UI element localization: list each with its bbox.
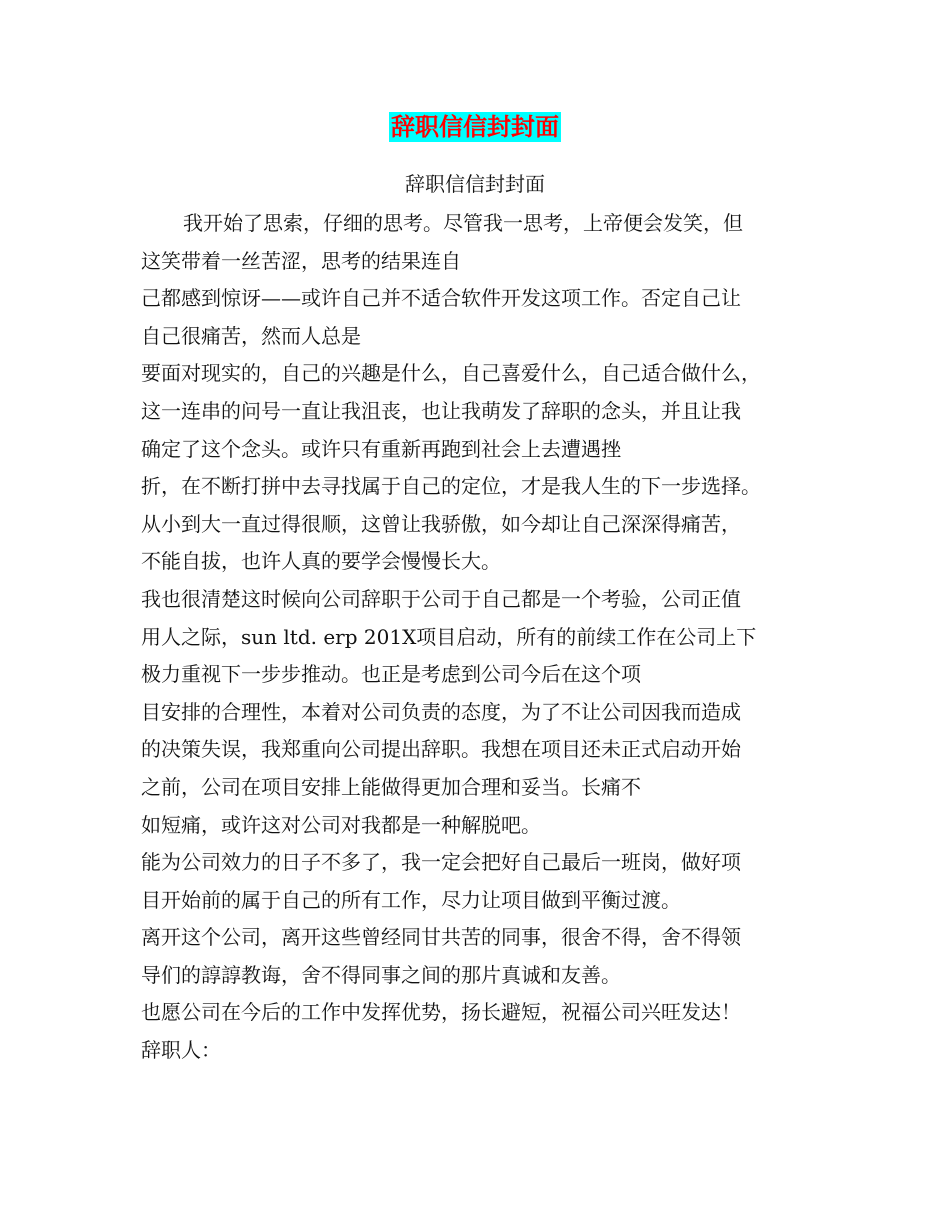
body-line: 导们的諄諄教诲，舍不得同事之间的那片真诚和友善。	[141, 962, 621, 987]
body-line: 不能自拔，也许人真的要学会慢慢长大。	[141, 549, 501, 574]
body-line: 我也很清楚这时候向公司辞职于公司于自己都是一个考验，公司正值	[141, 586, 741, 611]
body-line: 要面对现实的，自己的兴趣是什么，自己喜爱什么，自己适合做什么，	[141, 361, 761, 386]
title-container	[0, 112, 950, 142]
body-line: 折，在不断打拼中去寻找属于自己的定位，才是我人生的下一步选择。	[141, 474, 761, 499]
body-line: 的决策失误，我郑重向公司提出辞职。我想在项目还未正式启动开始	[141, 737, 741, 762]
body-line: 我开始了思索，仔细的思考。尽管我一思考，上帝便会发笑，但	[183, 211, 743, 235]
signature-label: 辞职人：	[141, 1038, 221, 1063]
body-line: 离开这个公司，离开这些曾经同甘共苦的同事，很舍不得，舍不得领	[141, 925, 741, 950]
document-title: 辞职信信封封面	[391, 113, 559, 141]
body-line: 这一连串的问号一直让我沮丧，也让我萌发了辞职的念头，并且让我	[141, 398, 741, 423]
body-line: 之前，公司在项目安排上能做得更加合理和妥当。长痛不	[141, 774, 641, 799]
body-line: 目开始前的属于自己的所有工作，尽力让项目做到平衡过渡。	[141, 887, 681, 912]
body-line: 极力重视下一步步推动。也正是考虑到公司今后在这个项	[141, 662, 641, 687]
body-line: 己都感到惊讶——或许自己并不适合软件开发这项工作。否定自己让	[141, 286, 741, 311]
body-line: 从小到大一直过得很顺，这曾让我骄傲，如今却让自己深深得痛苦，	[141, 511, 741, 536]
body-line: 确定了这个念头。或许只有重新再跑到社会上去遭遇挫	[141, 436, 621, 461]
body-line: 能为公司效力的日子不多了，我一定会把好自己最后一班岗，做好项	[141, 850, 741, 875]
body-line: 自己很痛苦，然而人总是	[141, 323, 361, 348]
body-line: 如短痛，或许这对公司对我都是一种解脱吧。	[141, 812, 541, 837]
body-line: 目安排的合理性，本着对公司负责的态度，为了不让公司因我而造成	[141, 699, 741, 724]
document-subtitle: 辞职信信封封面	[405, 172, 545, 196]
body-line: 用人之际，sun ltd. erp 201X项目启动，所有的前续工作在公司上下	[141, 624, 757, 649]
body-line: 也愿公司在今后的工作中发挥优势，扬长避短，祝福公司兴旺发达！	[141, 1000, 741, 1025]
body-line: 这笑带着一丝苦涩，思考的结果连自	[141, 248, 461, 273]
document-body	[141, 205, 821, 1070]
